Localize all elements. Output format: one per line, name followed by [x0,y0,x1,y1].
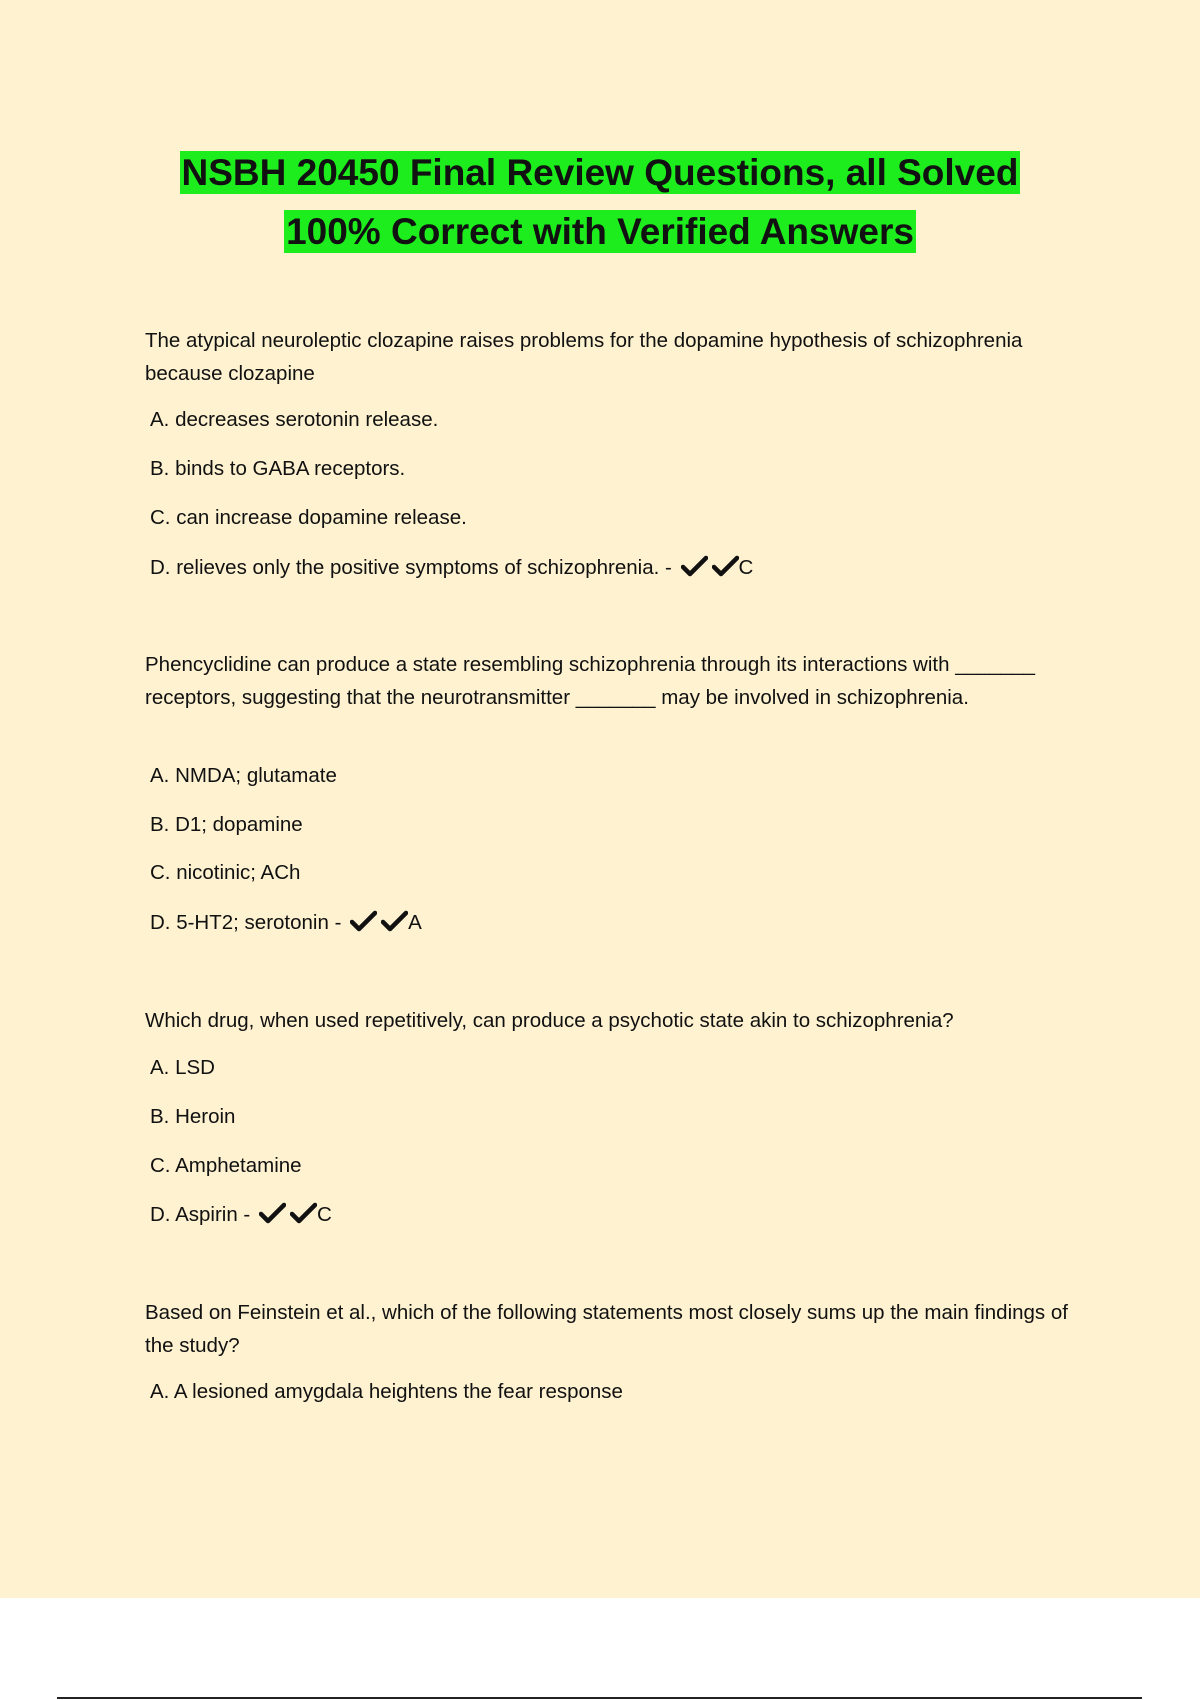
check-icon [290,1202,317,1224]
question-4-option-a: A. A lesioned amygdala heightens the fear response [150,1380,623,1403]
option-text: D. 5-HT2; serotonin - [150,911,342,934]
answer-letter: C [738,556,754,579]
question-1-option-a: A. decreases serotonin release. [150,408,439,431]
option-text: D. Aspirin - [150,1203,251,1226]
check-icon [681,555,708,577]
check-icon [381,910,408,932]
title-line-2: 100% Correct with Verified Answers [286,211,914,252]
question-1-option-d [150,553,1070,583]
answer-letter: A [408,911,422,934]
check-icon [350,910,377,932]
check-icon [259,1202,286,1224]
title-line-1: NSBH 20450 Final Review Questions, all Solved [181,152,1019,193]
question-1-text: The atypical neuroleptic clozapine raises problems for the dopamine hypothesis of schizophrenia because clozapine [145,329,1023,385]
question-3-option-d [150,1200,1070,1230]
question-3-option-c: C. Amphetamine [150,1154,302,1177]
question-1-option-c: C. can increase dopamine release. [150,506,467,529]
answer-letter: C [316,1203,332,1226]
question-2-option-c: C. nicotinic; ACh [150,861,301,884]
question-1-option-b: B. binds to GABA receptors. [150,457,406,480]
question-3-option-b: B. Heroin [150,1105,236,1128]
footer-divider [57,1697,1142,1699]
question-3-option-a: A. LSD [150,1056,215,1079]
question-2-option-b: B. D1; dopamine [150,813,303,836]
option-text: D. relieves only the positive symptoms of schizophrenia. - [150,556,672,579]
question-2-option-a: A. NMDA; glutamate [150,764,337,787]
check-icon [712,555,739,577]
question-4-text: Based on Feinstein et al., which of the following statements most closely sums up the main findings of the study? [145,1301,1068,1357]
question-2-option-d [150,908,1070,938]
question-2-text: Phencyclidine can produce a state resembling schizophrenia through its interactions with _______ receptors, suggesting that the neurotransmitter _______ may be involved in schizophrenia. [145,653,1036,709]
document-title [0,143,1200,261]
question-3-text: Which drug, when used repetitively, can produce a psychotic state akin to schizophrenia? [145,1009,954,1032]
